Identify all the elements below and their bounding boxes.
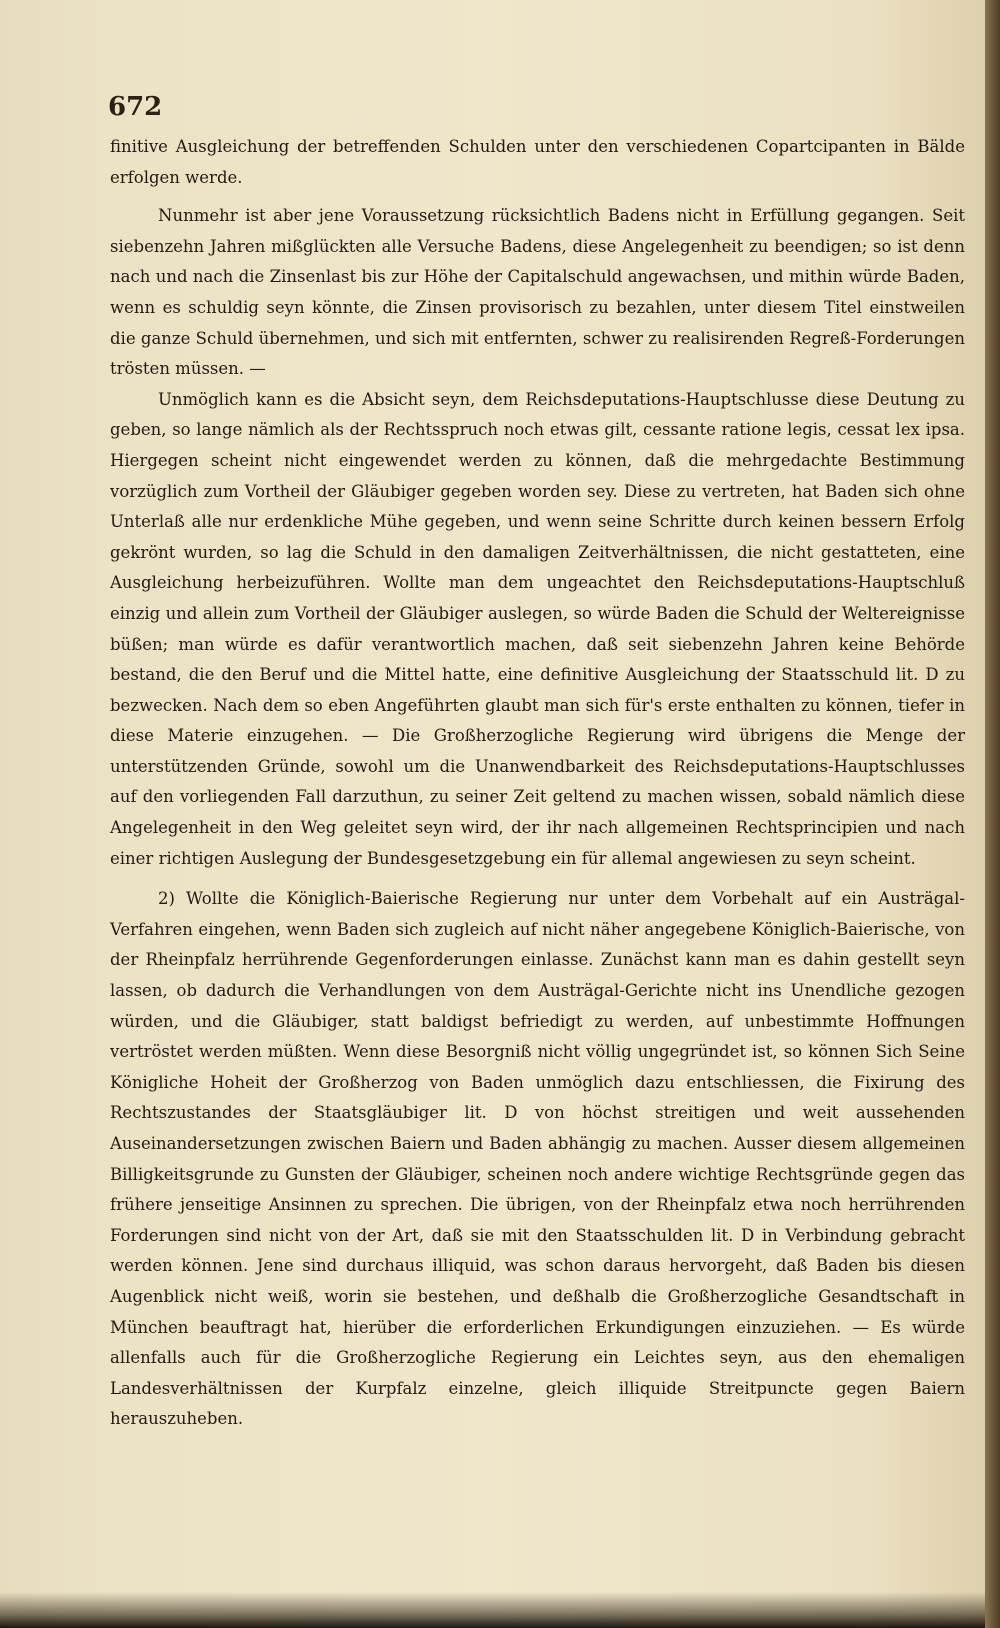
- body-text: [110, 132, 965, 1435]
- paragraph: 2) Wollte die Königlich-Baierische Regierung nur unter dem Vorbehalt auf ein Austrägal-Verfahren eingehen, wenn Baden sich zugleich auf nicht näher angegebene Königlich-Baierische, von der Rheinpfalz herrührende Gegenforderungen einlasse. Zunächst kann man es dahin gestellt seyn lassen, ob dadurch die Verhandlungen von dem Austrägal-Gerichte nicht ins Unendliche gezogen würden, und die Gläubiger, statt baldigst befriedigt zu werden, auf unbestimmte Hoffnungen vertröstet werden müßten. Wenn diese Besorgniß nicht völlig ungegründet ist, so können Sich Seine Königliche Hoheit der Großherzog von Baden unmöglich dazu entschliessen, die Fixirung des Rechtszustandes der Staatsgläubiger lit. D von höchst streitigen und weit aussehenden Auseinandersetzungen zwischen Baiern und Baden abhängig zu machen. Ausser diesem allgemeinen Billigkeitsgrunde zu Gunsten der Gläubiger, scheinen noch andere wichtige Rechtsgründe gegen das frühere jenseitige Ansinnen zu sprechen. Die übrigen, von der Rheinpfalz etwa noch herrührenden Forderungen sind nicht von der Art, daß sie mit den Staatsschulden lit. D in Verbindung gebracht werden können. Jene sind durchaus illiquid, was schon daraus hervorgeht, daß Baden bis diesen Augenblick nicht weiß, worin sie bestehen, und deßhalb die Großherzogliche Gesandtschaft in München beauftragt hat, hierüber die erforderlichen Erkundigungen einzuziehen. — Es würde allenfalls auch für die Großherzogliche Regierung ein Leichtes seyn, aus den ehemaligen Landesverhältnissen der Kurpfalz einzelne, gleich illiquide Streitpuncte gegen Baiern herauszuheben.: [110, 889, 965, 1429]
- page-edge-shadow: [985, 0, 1000, 1628]
- paragraph-continuation: finitive Ausgleichung der betreffenden Schulden unter den verschiedenen Copartcipanten in Bälde erfolgen werde.: [110, 137, 965, 187]
- page-number: 672: [108, 92, 163, 122]
- paragraph: Nunmehr ist aber jene Voraussetzung rücksichtlich Badens nicht in Erfüllung gegangen. Seit siebenzehn Jahren mißglückten alle Versuche Badens, diese Angelegenheit zu beendigen; so ist denn nach und nach die Zinsenlast bis zur Höhe der Capitalschuld angewachsen, und mithin würde Baden, wenn es schuldig seyn könnte, die Zinsen provisorisch zu bezahlen, unter diesem Titel einstweilen die ganze Schuld übernehmen, und sich mit entfernten, schwer zu realisirenden Regreß-Forderungen trösten müssen. —: [110, 206, 965, 379]
- paragraph: Unmöglich kann es die Absicht seyn, dem Reichsdeputations-Hauptschlusse diese Deutung zu geben, so lange nämlich als der Rechtsspruch noch etwas gilt, cessante ratione legis, cessat lex ipsa. Hiergegen scheint nicht eingewendet werden zu können, daß die mehrgedachte Bestimmung vorzüglich zum Vortheil der Gläubiger gegeben worden sey. Diese zu vertreten, hat Baden sich ohne Unterlaß alle nur erdenkliche Mühe gegeben, und wenn seine Schritte durch keinen bessern Erfolg gekrönt wurden, so lag die Schuld in den damaligen Zeitverhältnissen, die nicht gestatteten, eine Ausgleichung herbeizuführen. Wollte man dem ungeachtet den Reichsdeputations-Hauptschluß einzig und allein zum Vortheil der Gläubiger auslegen, so würde Baden die Schuld der Weltereignisse büßen; man würde es dafür verantwortlich machen, daß seit siebenzehn Jahren keine Behörde bestand, die den Beruf und die Mittel hatte, eine definitive Ausgleichung der Staatsschuld lit. D zu bezwecken. Nach dem so eben Angeführten glaubt man sich für's erste enthalten zu können, tiefer in diese Materie einzugehen. — Die Großherzogliche Regierung wird übrigens die Menge der unterstützenden Gründe, sowohl um die Unanwendbarkeit des Reichsdeputations-Hauptschlusses auf den vorliegenden Fall darzuthun, zu seiner Zeit geltend zu machen wissen, sobald nämlich diese Angelegenheit in den Weg geleitet seyn wird, der ihr nach allgemeinen Rechtsprincipien und nach einer richtigen Auslegung der Bundesgesetzgebung ein für allemal angewiesen zu seyn scheint.: [110, 389, 965, 868]
